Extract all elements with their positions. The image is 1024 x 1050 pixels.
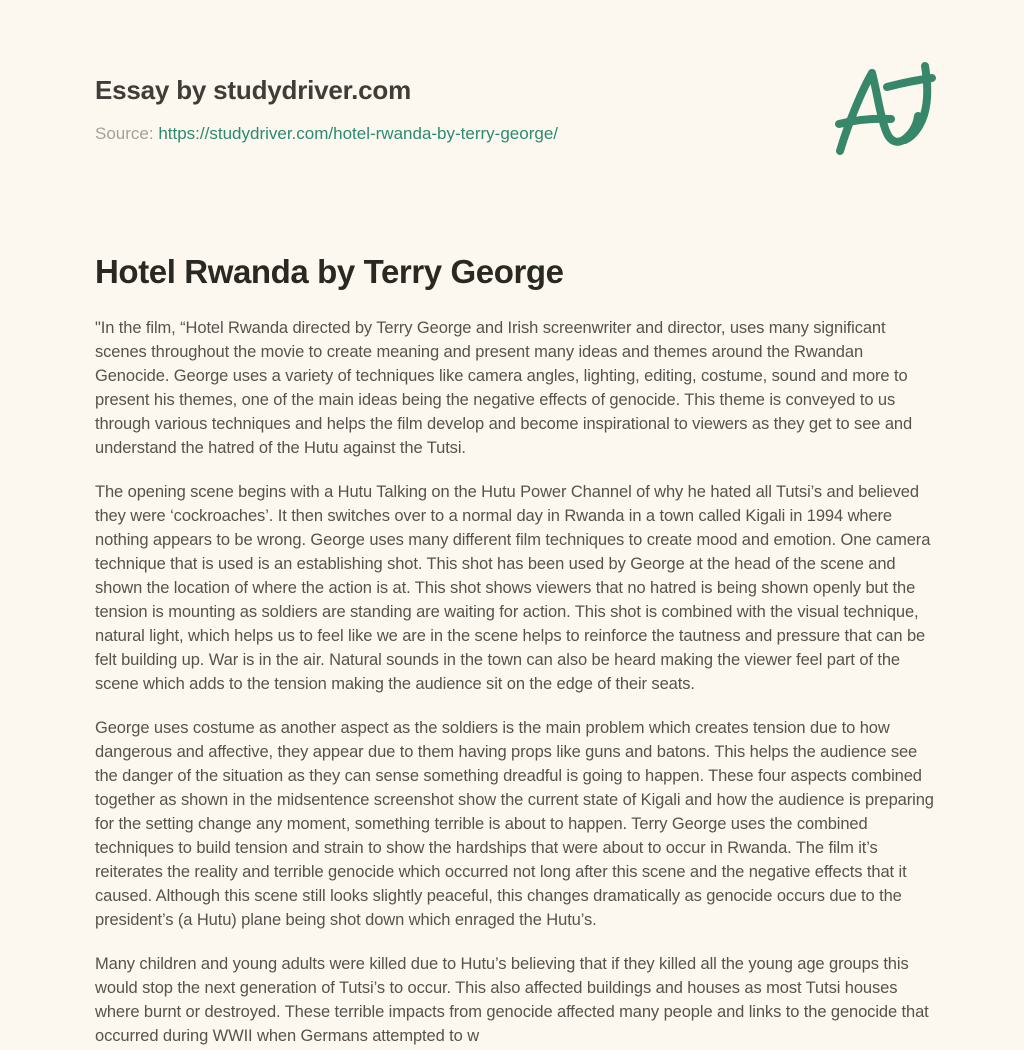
essay-body (95, 316, 940, 1048)
studydriver-a-plus-logo-icon (822, 58, 942, 158)
site-byline: Essay by studydriver.com (95, 75, 412, 105)
essay-content (95, 250, 940, 1048)
page-header (95, 0, 940, 146)
source-label: Source: (95, 124, 154, 143)
essay-title: Hotel Rwanda by Terry George (95, 253, 564, 290)
source-url-link[interactable]: https://studydriver.com/hotel-rwanda-by-terry-george/ (158, 124, 558, 143)
essay-paragraph: "In the film, “Hotel Rwanda directed by Terry George and Irish screenwriter and director, uses many significant scenes throughout the movie to create meaning and present many ideas and themes around the Rwandan Genocide. George uses a variety of techniques like camera angles, lighting, editing, costume, sound and more to present his themes, one of the main ideas being the negative effects of genocide. This theme is conveyed to us through various techniques and helps the film develop and become inspirational to viewers as they get to see and understand the hatred of the Hutu against the Tutsi. (95, 319, 913, 457)
essay-paragraph: The opening scene begins with a Hutu Talking on the Hutu Power Channel of why he hated all Tutsi’s and believed they were ‘cockroaches’. It then switches over to a normal day in Rwanda in a town called Kigali in 1994 where nothing appears to be wrong. George uses many different film techniques to create mood and emotion. One camera technique that is used is an establishing shot. This shot has been used by George at the head of the scene and shown the location of where the action is at. This shot shows viewers that no hatred is being shown openly but the tension is mounting as soldiers are standing are waiting for action. This shot is combined with the visual technique, natural light, which helps us to feel like we are in the scene helps to reinforce the tautness and pressure that can be felt building up. War is in the air. Natural sounds in the town can also be heard making the viewer feel part of the scene which adds to the tension making the audience sit on the edge of their seats. (95, 483, 931, 693)
essay-paragraph: Many children and young adults were killed due to Hutu’s believing that if they killed all the young age groups this would stop the next generation of Tutsi’s to occur. This also affected buildings and houses as most Tutsi houses where burnt or destroyed. These terrible impacts from genocide affected many people and links to the genocide that occurred during WWII when Germans attempted to w (95, 955, 929, 1045)
essay-paragraph: George uses costume as another aspect as the soldiers is the main problem which creates tension due to how dangerous and affective, they appear due to them having props like guns and batons. This helps the audience see the danger of the situation as they can sense something dreadful is going to happen. These four aspects combined together as shown in the midsentence screenshot show the current state of Kigali and how the audience is preparing for the setting change any moment, something terrible is about to happen. Terry George uses the combined techniques to build tension and strain to show the hardships that were about to occur in Rwanda. The film it’s reiterates the reality and terrible genocide which occurred not long after this scene and the negative effects that it caused. Although this scene still looks slightly peaceful, this changes dramatically as genocide occurs due to the president’s (a Hutu) plane being shot down which enraged the Hutu’s. (95, 719, 934, 929)
source-line (95, 122, 940, 146)
